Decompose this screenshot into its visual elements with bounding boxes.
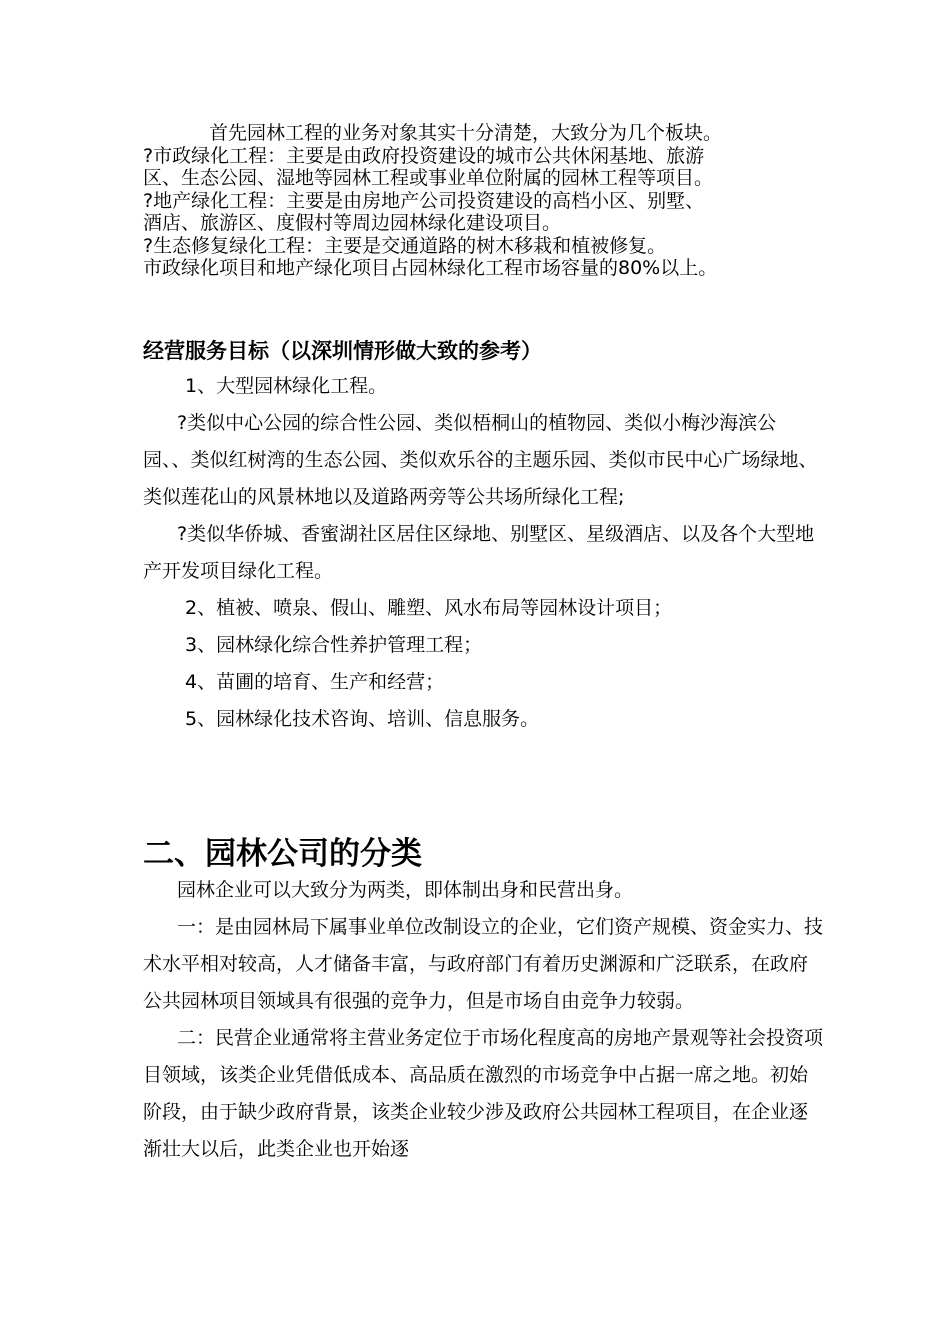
goal-item-3: 3、园林绿化综合性养护管理工程； (185, 634, 483, 656)
intro-section (143, 122, 823, 280)
goal-item-1: 1、大型园林绿化工程。 (185, 375, 388, 397)
goal-item-4: 4、苗圃的培育、生产和经营； (185, 671, 445, 693)
intro-line: ?生态修复绿化工程：主要是交通道路的树木移栽和植被修复。 (143, 234, 667, 257)
body-paragraph: 园林企业可以大致分为两类，即体制出身和民营出身。 (177, 879, 634, 901)
goal-paragraph: ?类似中心公园的综合性公园、类似梧桐山的植物园、类似小梅沙海滨公园、、类似红树湾的生态公园、类似欢乐谷的主题乐园、类似市民中心广场绿地、类似莲花山的风景林地以及道路两旁等公共场所绿化工程; (143, 412, 818, 508)
intro-line: ?地产绿化工程：主要是由房地产公司投资建设的高档小区、别墅、 (143, 189, 705, 212)
goals-heading: 经营服务目标（以深圳情形做大致的参考） (143, 339, 542, 363)
body-paragraph: 二：民营企业通常将主营业务定位于市场化程度高的房地产景观等社会投资项目领域，该类企业凭借低成本、高品质在激烈的市场竞争中占据一席之地。初始阶段，由于缺少政府背景，该类企业较少涉及政府公共园林工程项目，在企业逐渐壮大以后，此类企业也开始逐 (143, 1027, 824, 1160)
goal-paragraph: ?类似华侨城、香蜜湖社区居住区绿地、别墅区、星级酒店、以及各个大型地产开发项目绿化工程。 (143, 523, 815, 582)
intro-line: 酒店、旅游区、度假村等周边园林绿化建设项目。 (143, 212, 562, 234)
section-two-body (143, 872, 823, 1168)
goals-section (143, 368, 823, 738)
intro-line: 区、生态公园、湿地等园林工程或事业单位附属的园林工程等项目。 (143, 167, 714, 189)
intro-line: 市政绿化项目和地产绿化项目占园林绿化工程市场容量的80%以上。 (143, 257, 718, 279)
section-two-heading: 二、园林公司的分类 (143, 836, 422, 872)
intro-line: 首先园林工程的业务对象其实十分清楚，大致分为几个板块。 (209, 122, 723, 144)
goal-item-5: 5、园林绿化技术咨询、培训、信息服务。 (185, 708, 540, 730)
body-paragraph: 一：是由园林局下属事业单位改制设立的企业，它们资产规模、资金实力、技术水平相对较高，人才储备丰富，与政府部门有着历史渊源和广泛联系，在政府公共园林项目领域具有很强的竞争力，但是市场自由竞争力较弱。 (143, 916, 824, 1012)
goal-item-2: 2、植被、喷泉、假山、雕塑、风水布局等园林设计项目； (185, 597, 673, 619)
intro-line: ?市政绿化工程：主要是由政府投资建设的城市公共休闲基地、旅游 (143, 144, 705, 167)
